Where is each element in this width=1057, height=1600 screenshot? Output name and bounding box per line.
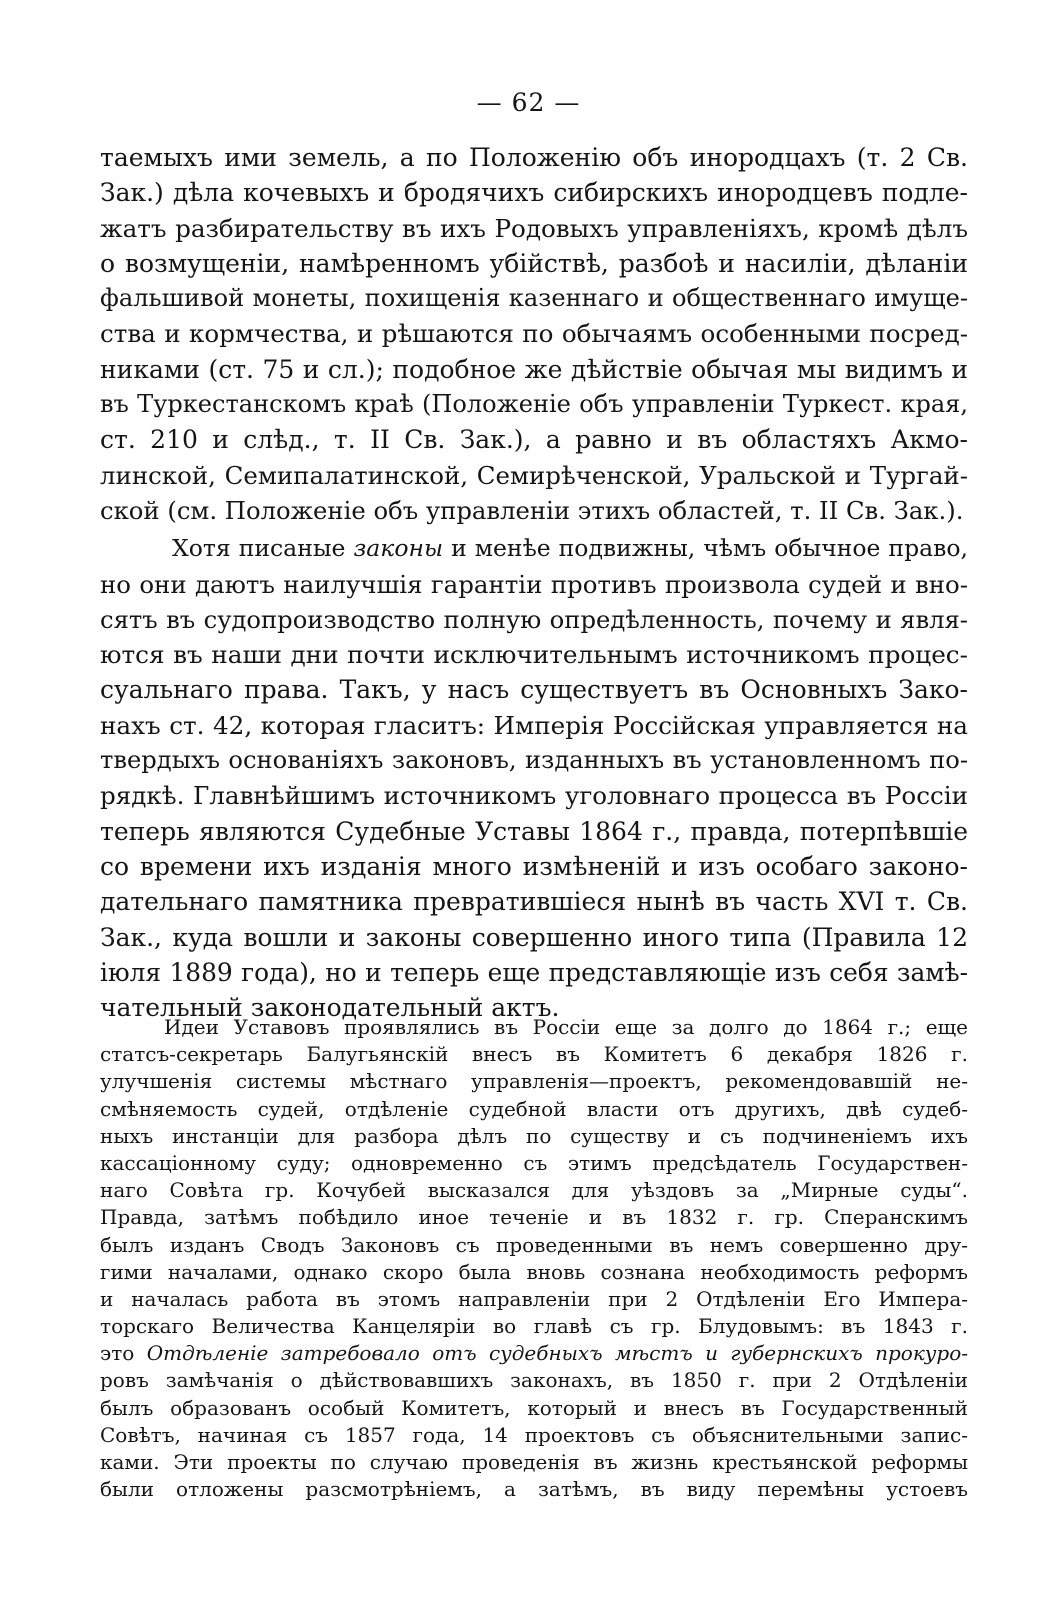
text-line: Зак.) дѣла кочевыхъ и бродячихъ сибирскихъ инородцевъ подле- — [100, 178, 968, 208]
footnote-line: Совѣтъ, начиная съ 1857 года, 14 проектовъ съ объяснительными запис- — [100, 1422, 968, 1447]
text-line: линской, Семипалатинской, Семирѣченской, Уральской и Тургай- — [100, 460, 968, 490]
text-line: дательнаго памятника превратившіеся нынѣ въ часть XVI т. Св. — [100, 887, 968, 917]
footnote — [100, 1014, 968, 1503]
italic-emphasis: Отдѣленіе затребовало отъ судебныхъ мѣстъ и губернскихъ прокуро- — [146, 1341, 968, 1366]
text-line: твердыхъ основаніяхъ законовъ, изданныхъ въ установленномъ по- — [100, 746, 968, 775]
footnote-line: ныхъ инстанціи для разбора дѣлъ по существу и съ подчиненіемъ ихъ — [100, 1123, 968, 1148]
text-line: суальнаго права. Такъ, у насъ существуетъ въ Основныхъ Зако- — [100, 675, 968, 705]
footnote-line: гими началами, однако скоро была вновь сознана необходимость реформъ — [100, 1259, 968, 1284]
footnote-line — [100, 1340, 968, 1367]
text-line — [100, 531, 968, 566]
text-fragment: и менѣе подвижны, чѣмъ обычное право, — [443, 534, 968, 563]
text-line: іюля 1889 года), но и теперь еще представляющіе изъ себя замѣ- — [100, 957, 968, 987]
text-line: чательный законодательный актъ. — [100, 993, 560, 1023]
text-line: ются въ наши дни почти исключительнымъ источникомъ процес- — [100, 640, 968, 670]
footnote-line: кассаціонному суду; одновременно съ этимъ предсѣдатель Государствен- — [100, 1150, 968, 1175]
text-line: ской (см. Положеніе объ управленіи этихъ областей, т. II Св. Зак.). — [100, 495, 964, 525]
footnote-line: былъ изданъ Сводъ Законовъ съ проведенными въ немъ совершенно дру- — [100, 1232, 968, 1257]
text-line: о возмущеніи, намѣренномъ убійствѣ, разбоѣ и насиліи, дѣланіи — [100, 248, 968, 278]
text-line: Зак., куда вошли и законы совершенно иного типа (Правила 12 — [100, 922, 968, 952]
footnote-line: статсъ-секретарь Балугьянскій внесъ въ Комитетъ 6 декабря 1826 г. — [100, 1042, 968, 1067]
footnote-line: Правда, затѣмъ побѣдило иное теченіе и въ 1832 г. гр. Сперанскимъ — [100, 1205, 968, 1230]
text-fragment: это — [100, 1341, 147, 1366]
footnote-line: смѣняемость судей, отдѣленіе судебной власти отъ другихъ, двѣ судеб- — [100, 1096, 968, 1121]
paragraph-2 — [100, 531, 968, 1025]
text-line: жатъ разбирательству въ ихъ Родовыхъ управленіяхъ, кромѣ дѣлъ — [100, 213, 968, 243]
text-line: нахъ ст. 42, которая гласитъ: Имперія Россійская управляется на — [100, 710, 968, 740]
footnote-line: былъ образованъ особый Комитетъ, который и внесъ въ Государственный — [100, 1395, 968, 1420]
text-line: фальшивой монеты, похищенія казеннаго и общественнаго имуще- — [100, 284, 968, 313]
page-number: — 62 — — [476, 88, 581, 117]
paragraph-1 — [100, 140, 968, 528]
text-line: въ Туркестанскомъ краѣ (Положеніе объ управленіи Туркест. края, — [100, 390, 968, 419]
footnote-line: торскаго Величества Канцеляріи во главѣ съ гр. Блудовымъ: въ 1843 г. — [100, 1314, 968, 1339]
main-text — [100, 140, 968, 1025]
text-fragment: Хотя писаные — [172, 534, 354, 563]
text-line: рядкѣ. Главнѣйшимъ источникомъ уголовнаго процесса въ Россіи — [100, 781, 968, 811]
italic-emphasis: законы — [353, 534, 444, 563]
footnote-line: ровъ замѣчанія о дѣйствовавшихъ законахъ, въ 1850 г. при 2 Отдѣленіи — [100, 1368, 968, 1393]
footnote-line: и началась работа въ этомъ направленіи при 2 Отдѣленіи Его Импера- — [100, 1286, 968, 1311]
footnote-line: Идеи Уставовъ проявлялись въ Россіи еще за долго до 1864 г.; еще — [164, 1015, 968, 1039]
text-line: таемыхъ ими земель, а по Положенію объ инородцахъ (т. 2 Св. — [100, 143, 968, 172]
text-line: никами (ст. 75 и сл.); подобное же дѣйствіе обычая мы видимъ и — [100, 354, 968, 384]
footnote-line: улучшенія системы мѣстнаго управленія—проектъ, рекомендовавшій не- — [100, 1069, 968, 1094]
text-line: теперь являются Судебные Уставы 1864 г., правда, потерпѣвшіе — [100, 816, 968, 846]
footnote-line: ками. Эти проекты по случаю проведенія въ жизнь крестьянской реформы — [100, 1450, 968, 1474]
text-line: ст. 210 и слѣд., т. II Св. Зак.), а равно и въ областяхъ Акмо- — [100, 425, 968, 455]
text-line: но они даютъ наилучшія гарантіи противъ произвола судей и вно- — [100, 569, 968, 599]
footnote-line: наго Совѣта гр. Кочубей высказался для уѣздовъ за „Мирные суды“. — [100, 1178, 968, 1203]
text-line: ства и кормчества, и рѣшаются по обычаямъ особенными посред- — [100, 319, 968, 349]
text-line: со времени ихъ изданія много измѣненій и изъ особаго законо- — [100, 851, 968, 881]
footnote-line: были отложены разсмотрѣніемъ, а затѣмъ, въ виду перемѣны устоевъ — [100, 1477, 968, 1502]
text-line: сятъ въ судопроизводство полную опредѣленность, почему и явля- — [100, 604, 968, 634]
